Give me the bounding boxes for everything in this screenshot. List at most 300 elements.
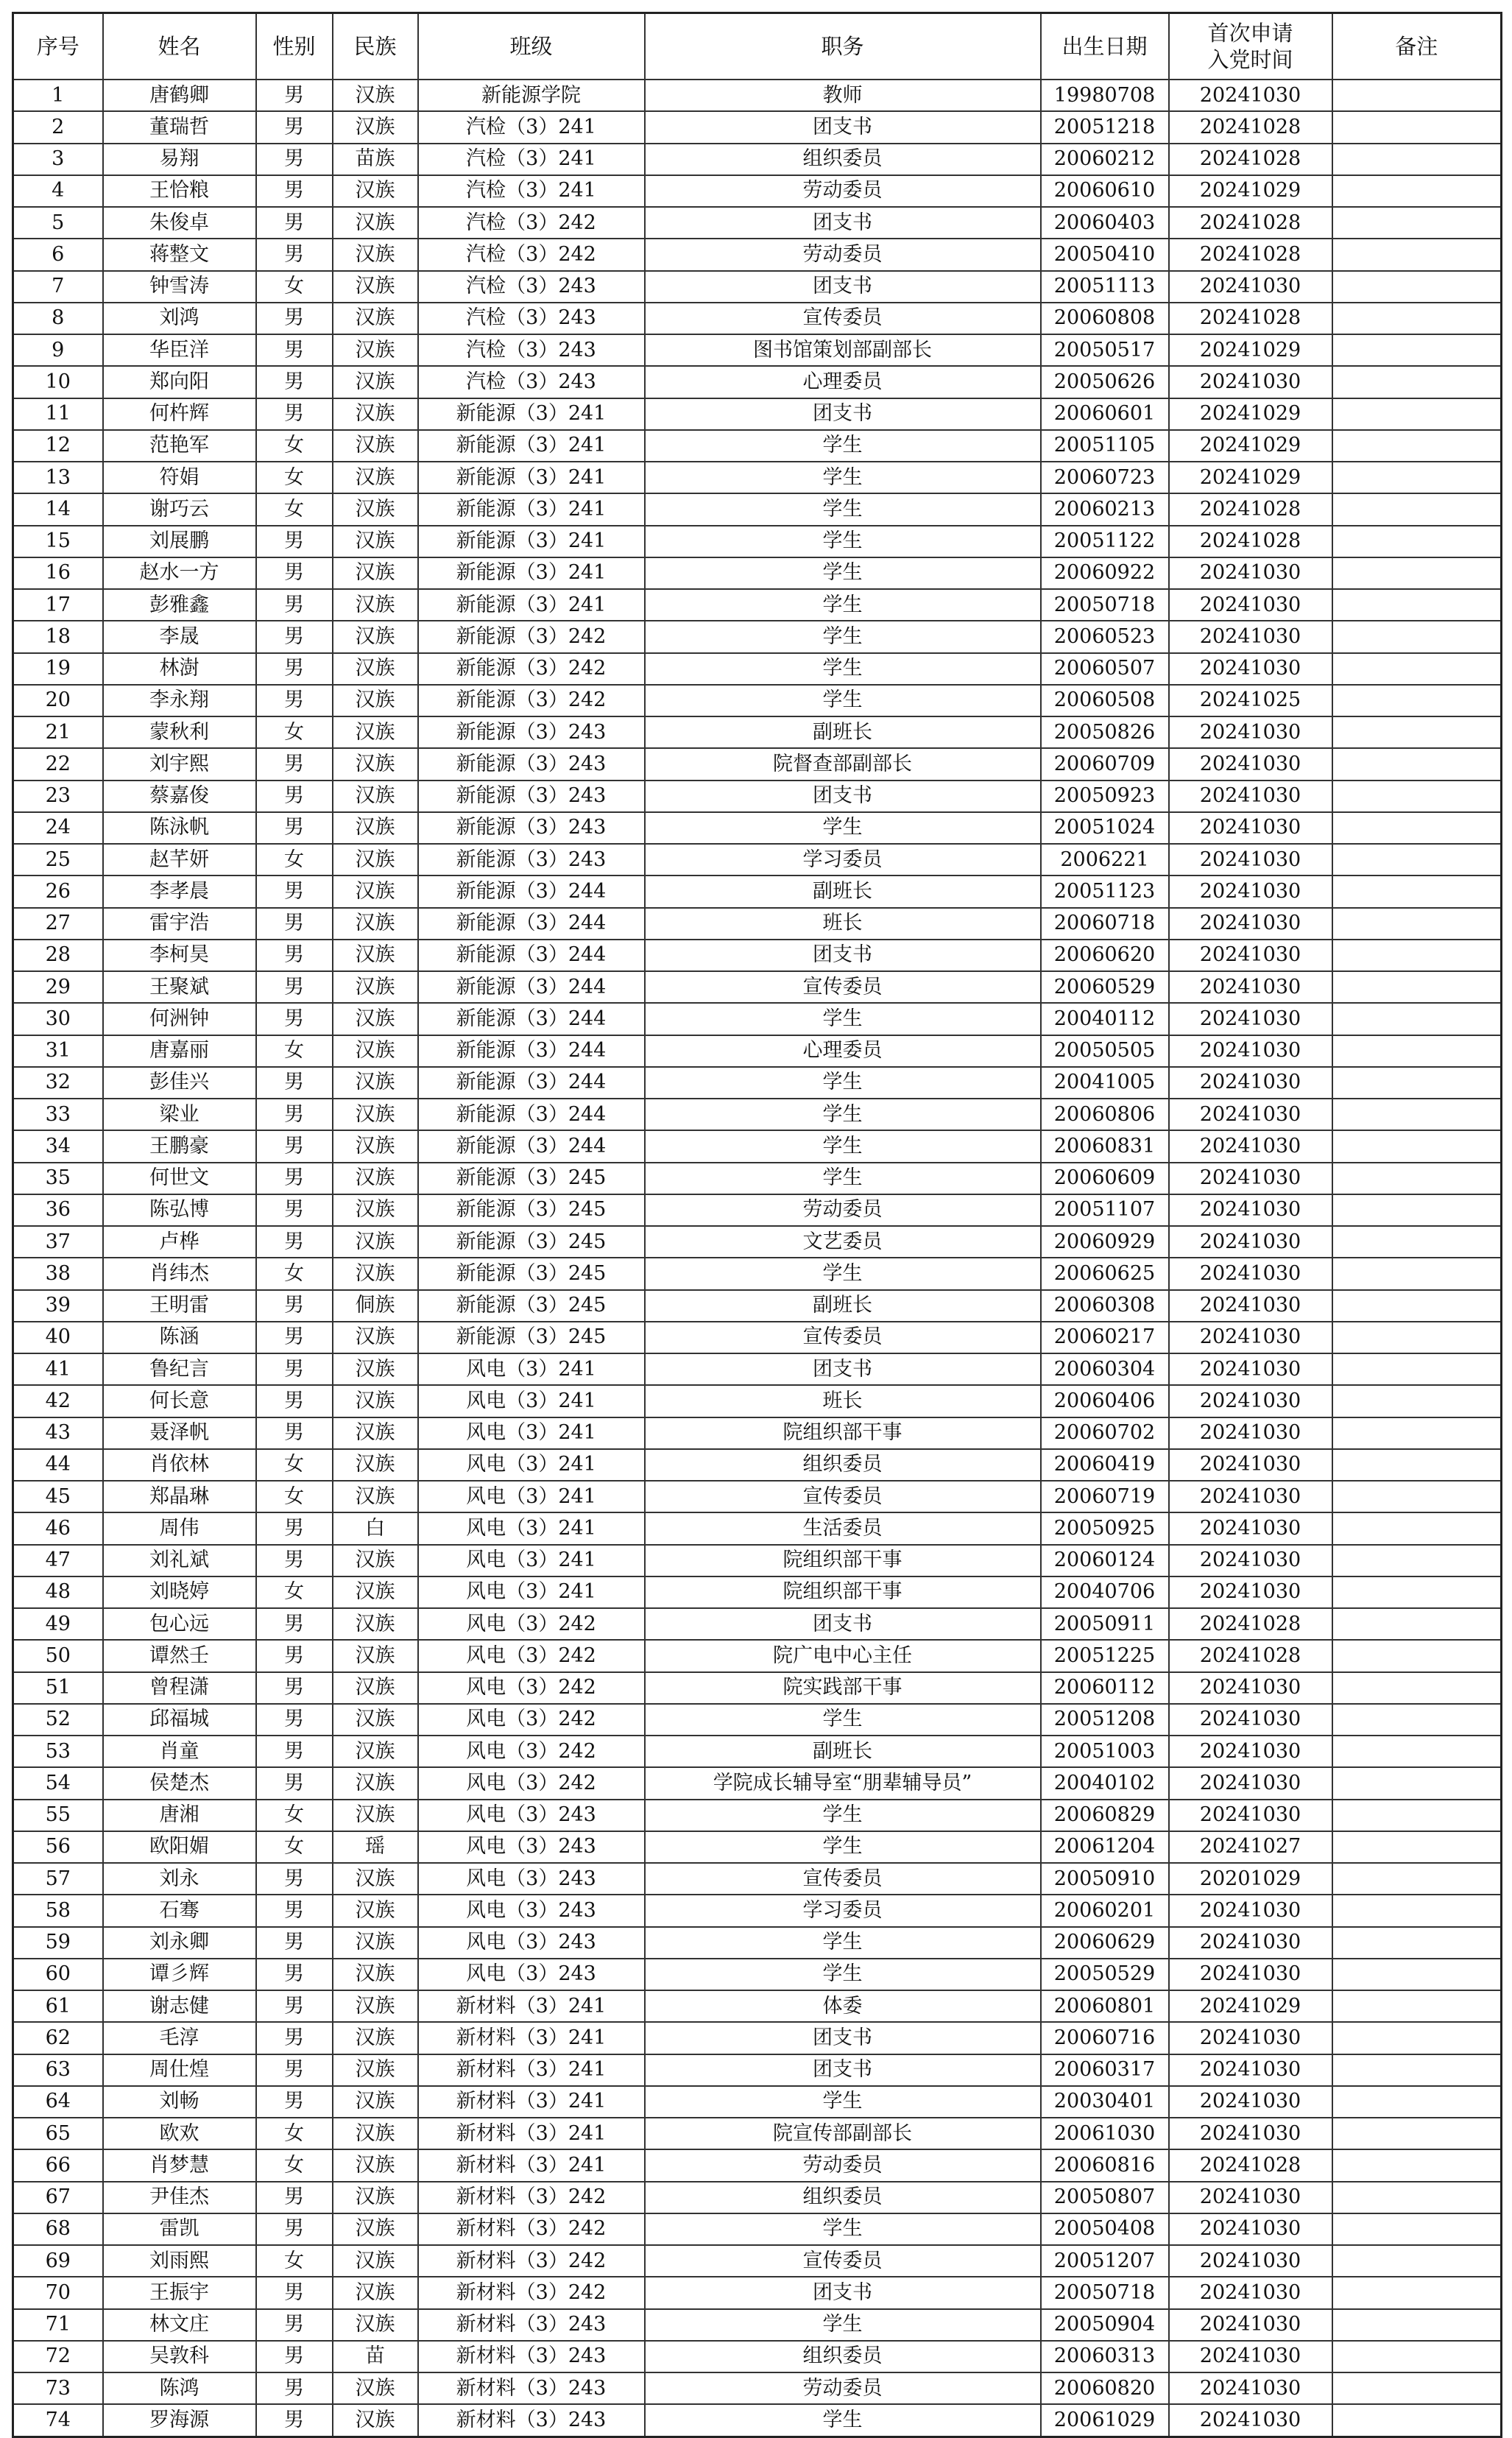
cell-birth-date: 20051003 xyxy=(1041,1736,1169,1767)
table-row xyxy=(13,2404,1502,2437)
cell-birth-date: 20051225 xyxy=(1041,1640,1169,1671)
cell-index: 33 xyxy=(13,1099,103,1130)
cell-ethnicity: 汉族 xyxy=(333,1576,418,1608)
table-row xyxy=(13,1863,1502,1895)
cell-birth-date: 20051024 xyxy=(1041,812,1169,844)
cell-index: 45 xyxy=(13,1481,103,1512)
cell-name: 聂泽帆 xyxy=(103,1417,256,1449)
cell-birth-date: 20050807 xyxy=(1041,2182,1169,2213)
cell-position: 学生 xyxy=(645,589,1041,621)
cell-class: 风电（3）243 xyxy=(418,1831,645,1863)
cell-birth-date: 20060716 xyxy=(1041,2022,1169,2054)
cell-ethnicity: 汉族 xyxy=(333,1353,418,1385)
cell-index: 61 xyxy=(13,1990,103,2022)
cell-ethnicity: 汉族 xyxy=(333,1003,418,1035)
cell-class: 新能源（3）241 xyxy=(418,493,645,525)
cell-application-date: 20241029 xyxy=(1169,398,1332,430)
cell-remarks xyxy=(1332,2372,1502,2404)
cell-ethnicity: 汉族 xyxy=(333,2245,418,2277)
cell-name: 王聚斌 xyxy=(103,971,256,1003)
cell-application-date: 20241030 xyxy=(1169,1895,1332,1926)
cell-remarks xyxy=(1332,1545,1502,1576)
cell-class: 风电（3）243 xyxy=(418,1800,645,1831)
cell-class: 风电（3）242 xyxy=(418,1608,645,1640)
cell-gender: 男 xyxy=(256,1863,333,1895)
cell-ethnicity: 汉族 xyxy=(333,175,418,207)
cell-ethnicity: 汉族 xyxy=(333,2149,418,2181)
cell-application-date: 20241028 xyxy=(1169,1608,1332,1640)
cell-gender: 男 xyxy=(256,1608,333,1640)
cell-application-date: 20241030 xyxy=(1169,1385,1332,1417)
cell-application-date: 20241030 xyxy=(1169,557,1332,589)
cell-remarks xyxy=(1332,430,1502,462)
cell-name: 钟雪涛 xyxy=(103,271,256,303)
cell-name: 郑晶琳 xyxy=(103,1481,256,1512)
cell-position: 团支书 xyxy=(645,271,1041,303)
cell-birth-date: 20060601 xyxy=(1041,398,1169,430)
cell-birth-date: 20060829 xyxy=(1041,1800,1169,1831)
cell-remarks xyxy=(1332,1003,1502,1035)
cell-class: 新材料（3）243 xyxy=(418,2309,645,2341)
cell-name: 王振宇 xyxy=(103,2277,256,2308)
cell-class: 新能源（3）244 xyxy=(418,971,645,1003)
cell-gender: 女 xyxy=(256,844,333,876)
cell-gender: 男 xyxy=(256,1003,333,1035)
cell-gender: 男 xyxy=(256,1322,333,1353)
cell-class: 新能源（3）245 xyxy=(418,1226,645,1258)
cell-name: 雷凯 xyxy=(103,2213,256,2245)
cell-gender: 男 xyxy=(256,971,333,1003)
cell-birth-date: 2006221 xyxy=(1041,844,1169,876)
cell-birth-date: 20050925 xyxy=(1041,1512,1169,1544)
cell-gender: 男 xyxy=(256,526,333,557)
cell-gender: 男 xyxy=(256,398,333,430)
cell-index: 49 xyxy=(13,1608,103,1640)
cell-name: 赵水一方 xyxy=(103,557,256,589)
cell-birth-date: 20060507 xyxy=(1041,653,1169,685)
cell-name: 侯楚杰 xyxy=(103,1767,256,1799)
cell-ethnicity: 汉族 xyxy=(333,1959,418,1990)
cell-application-date: 20241030 xyxy=(1169,271,1332,303)
cell-remarks xyxy=(1332,1512,1502,1544)
cell-position: 宣传委员 xyxy=(645,971,1041,1003)
cell-class: 新材料（3）242 xyxy=(418,2277,645,2308)
table-row xyxy=(13,2245,1502,2277)
cell-index: 65 xyxy=(13,2118,103,2149)
table-row xyxy=(13,621,1502,652)
cell-ethnicity: 瑶 xyxy=(333,1831,418,1863)
cell-position: 院组织部干事 xyxy=(645,1417,1041,1449)
cell-remarks xyxy=(1332,1895,1502,1926)
cell-remarks xyxy=(1332,526,1502,557)
cell-remarks xyxy=(1332,144,1502,175)
cell-position: 团支书 xyxy=(645,111,1041,143)
cell-gender: 男 xyxy=(256,144,333,175)
cell-index: 73 xyxy=(13,2372,103,2404)
cell-position: 学生 xyxy=(645,1163,1041,1194)
cell-name: 李永翔 xyxy=(103,685,256,716)
cell-class: 风电（3）242 xyxy=(418,1736,645,1767)
table-row xyxy=(13,876,1502,907)
cell-index: 50 xyxy=(13,1640,103,1671)
cell-application-date: 20241030 xyxy=(1169,971,1332,1003)
cell-name: 王恰粮 xyxy=(103,175,256,207)
cell-ethnicity: 汉族 xyxy=(333,716,418,748)
table-row xyxy=(13,1385,1502,1417)
cell-birth-date: 20051123 xyxy=(1041,876,1169,907)
cell-position: 学生 xyxy=(645,653,1041,685)
cell-remarks xyxy=(1332,1353,1502,1385)
table-row xyxy=(13,2372,1502,2404)
cell-birth-date: 20061029 xyxy=(1041,2404,1169,2437)
cell-name: 周伟 xyxy=(103,1512,256,1544)
cell-index: 30 xyxy=(13,1003,103,1035)
cell-name: 陈弘博 xyxy=(103,1194,256,1226)
cell-birth-date: 20060201 xyxy=(1041,1895,1169,1926)
cell-position: 宣传委员 xyxy=(645,1481,1041,1512)
cell-name: 卢桦 xyxy=(103,1226,256,1258)
cell-position: 体委 xyxy=(645,1990,1041,2022)
cell-class: 新材料（3）243 xyxy=(418,2372,645,2404)
table-row xyxy=(13,1959,1502,1990)
cell-application-date: 20241030 xyxy=(1169,844,1332,876)
cell-application-date: 20241030 xyxy=(1169,1576,1332,1608)
header-cell-gender: 性别 xyxy=(256,13,333,80)
cell-ethnicity: 汉族 xyxy=(333,621,418,652)
cell-remarks xyxy=(1332,2149,1502,2181)
cell-ethnicity: 汉族 xyxy=(333,748,418,780)
cell-position: 学生 xyxy=(645,526,1041,557)
cell-name: 邱福城 xyxy=(103,1704,256,1736)
cell-remarks xyxy=(1332,1290,1502,1322)
cell-birth-date: 20060719 xyxy=(1041,1481,1169,1512)
cell-application-date: 20241030 xyxy=(1169,1767,1332,1799)
cell-position: 副班长 xyxy=(645,1290,1041,1322)
cell-class: 新能源（3）242 xyxy=(418,653,645,685)
cell-class: 新能源（3）243 xyxy=(418,781,645,812)
cell-birth-date: 20060304 xyxy=(1041,1353,1169,1385)
cell-name: 谢志健 xyxy=(103,1990,256,2022)
cell-ethnicity: 汉族 xyxy=(333,1194,418,1226)
cell-name: 陈涵 xyxy=(103,1322,256,1353)
cell-ethnicity: 白 xyxy=(333,1512,418,1544)
cell-gender: 男 xyxy=(256,2277,333,2308)
cell-application-date: 20241028 xyxy=(1169,493,1332,525)
cell-ethnicity: 汉族 xyxy=(333,207,418,239)
table-row xyxy=(13,334,1502,366)
cell-remarks xyxy=(1332,303,1502,334)
cell-gender: 男 xyxy=(256,812,333,844)
cell-remarks xyxy=(1332,2245,1502,2277)
cell-ethnicity: 汉族 xyxy=(333,430,418,462)
cell-application-date: 20241030 xyxy=(1169,1704,1332,1736)
cell-name: 赵芊妍 xyxy=(103,844,256,876)
cell-position: 副班长 xyxy=(645,716,1041,748)
cell-application-date: 20241030 xyxy=(1169,2245,1332,2277)
cell-position: 副班长 xyxy=(645,1736,1041,1767)
cell-name: 王鹏豪 xyxy=(103,1130,256,1162)
cell-position: 组织委员 xyxy=(645,2341,1041,2372)
cell-index: 5 xyxy=(13,207,103,239)
cell-class: 新材料（3）243 xyxy=(418,2341,645,2372)
cell-index: 74 xyxy=(13,2404,103,2437)
cell-position: 学生 xyxy=(645,1067,1041,1099)
cell-application-date: 20241030 xyxy=(1169,1194,1332,1226)
cell-ethnicity: 汉族 xyxy=(333,1163,418,1194)
cell-index: 37 xyxy=(13,1226,103,1258)
table-row xyxy=(13,1831,1502,1863)
cell-application-date: 20241030 xyxy=(1169,2086,1332,2118)
table-row xyxy=(13,1545,1502,1576)
table-row xyxy=(13,111,1502,143)
cell-application-date: 20241030 xyxy=(1169,1800,1332,1831)
cell-position: 学生 xyxy=(645,430,1041,462)
cell-name: 陈鸿 xyxy=(103,2372,256,2404)
cell-gender: 男 xyxy=(256,2372,333,2404)
table-row xyxy=(13,2149,1502,2181)
cell-application-date: 20241030 xyxy=(1169,2309,1332,2341)
cell-ethnicity: 苗 xyxy=(333,2341,418,2372)
table-row xyxy=(13,908,1502,940)
cell-class: 风电（3）243 xyxy=(418,1959,645,1990)
cell-gender: 男 xyxy=(256,1417,333,1449)
cell-position: 院宣传部副部长 xyxy=(645,2118,1041,2149)
cell-remarks xyxy=(1332,2022,1502,2054)
cell-position: 学生 xyxy=(645,1927,1041,1959)
table-row xyxy=(13,1130,1502,1162)
header-cell-ethnicity: 民族 xyxy=(333,13,418,80)
cell-application-date: 20241025 xyxy=(1169,685,1332,716)
cell-gender: 男 xyxy=(256,908,333,940)
cell-ethnicity: 汉族 xyxy=(333,812,418,844)
cell-name: 肖梦慧 xyxy=(103,2149,256,2181)
cell-position: 劳动委员 xyxy=(645,239,1041,270)
table-row xyxy=(13,685,1502,716)
cell-application-date: 20241030 xyxy=(1169,1959,1332,1990)
cell-gender: 男 xyxy=(256,1099,333,1130)
cell-class: 风电（3）243 xyxy=(418,1927,645,1959)
cell-index: 40 xyxy=(13,1322,103,1353)
cell-remarks xyxy=(1332,1863,1502,1895)
cell-application-date: 20241030 xyxy=(1169,2404,1332,2437)
cell-ethnicity: 汉族 xyxy=(333,1640,418,1671)
cell-name: 刘畅 xyxy=(103,2086,256,2118)
cell-birth-date: 20060212 xyxy=(1041,144,1169,175)
cell-class: 新能源（3）242 xyxy=(418,621,645,652)
cell-position: 劳动委员 xyxy=(645,175,1041,207)
cell-index: 47 xyxy=(13,1545,103,1576)
cell-position: 生活委员 xyxy=(645,1512,1041,1544)
cell-name: 刘宇熙 xyxy=(103,748,256,780)
cell-gender: 男 xyxy=(256,1067,333,1099)
cell-application-date: 20241030 xyxy=(1169,940,1332,971)
cell-name: 华臣洋 xyxy=(103,334,256,366)
cell-gender: 男 xyxy=(256,1194,333,1226)
cell-position: 学生 xyxy=(645,2086,1041,2118)
cell-index: 22 xyxy=(13,748,103,780)
cell-application-date: 20241028 xyxy=(1169,207,1332,239)
cell-index: 41 xyxy=(13,1353,103,1385)
table-row xyxy=(13,716,1502,748)
cell-class: 新能源学院 xyxy=(418,80,645,111)
cell-position: 团支书 xyxy=(645,398,1041,430)
cell-application-date: 20241028 xyxy=(1169,239,1332,270)
cell-application-date: 20241029 xyxy=(1169,334,1332,366)
cell-position: 学生 xyxy=(645,1130,1041,1162)
cell-name: 谭然壬 xyxy=(103,1640,256,1671)
cell-position: 团支书 xyxy=(645,2022,1041,2054)
table-row xyxy=(13,1099,1502,1130)
cell-class: 风电（3）241 xyxy=(418,1512,645,1544)
cell-name: 周仕煌 xyxy=(103,2054,256,2086)
cell-remarks xyxy=(1332,1067,1502,1099)
cell-position: 学院成长辅导室“朋辈辅导员” xyxy=(645,1767,1041,1799)
cell-birth-date: 20060831 xyxy=(1041,1130,1169,1162)
table-row xyxy=(13,812,1502,844)
cell-position: 学生 xyxy=(645,812,1041,844)
table-row xyxy=(13,1226,1502,1258)
cell-class: 新材料（3）243 xyxy=(418,2404,645,2437)
cell-ethnicity: 侗族 xyxy=(333,1290,418,1322)
cell-application-date: 20241028 xyxy=(1169,303,1332,334)
cell-gender: 男 xyxy=(256,781,333,812)
cell-position: 院督查部副部长 xyxy=(645,748,1041,780)
cell-name: 谢巧云 xyxy=(103,493,256,525)
cell-index: 14 xyxy=(13,493,103,525)
cell-ethnicity: 汉族 xyxy=(333,1672,418,1704)
cell-birth-date: 20060816 xyxy=(1041,2149,1169,2181)
cell-remarks xyxy=(1332,557,1502,589)
cell-name: 李孝晨 xyxy=(103,876,256,907)
table-row xyxy=(13,1067,1502,1099)
cell-gender: 女 xyxy=(256,1576,333,1608)
cell-position: 图书馆策划部副部长 xyxy=(645,334,1041,366)
cell-remarks xyxy=(1332,207,1502,239)
cell-application-date: 20241030 xyxy=(1169,2372,1332,2404)
cell-index: 31 xyxy=(13,1035,103,1067)
table-row xyxy=(13,1003,1502,1035)
cell-birth-date: 20060308 xyxy=(1041,1290,1169,1322)
cell-position: 学生 xyxy=(645,1003,1041,1035)
cell-remarks xyxy=(1332,1767,1502,1799)
cell-remarks xyxy=(1332,1035,1502,1067)
cell-name: 唐湘 xyxy=(103,1800,256,1831)
cell-position: 学习委员 xyxy=(645,1895,1041,1926)
table-row xyxy=(13,2341,1502,2372)
cell-remarks xyxy=(1332,844,1502,876)
cell-remarks xyxy=(1332,876,1502,907)
cell-index: 63 xyxy=(13,2054,103,2086)
cell-gender: 男 xyxy=(256,1163,333,1194)
table-row xyxy=(13,1895,1502,1926)
header-cell-class: 班级 xyxy=(418,13,645,80)
cell-birth-date: 20060806 xyxy=(1041,1099,1169,1130)
cell-class: 新能源（3）244 xyxy=(418,876,645,907)
cell-remarks xyxy=(1332,1481,1502,1512)
cell-gender: 男 xyxy=(256,334,333,366)
cell-name: 尹佳杰 xyxy=(103,2182,256,2213)
table-row xyxy=(13,2213,1502,2245)
cell-position: 学生 xyxy=(645,2309,1041,2341)
cell-position: 学生 xyxy=(645,1099,1041,1130)
cell-gender: 女 xyxy=(256,1831,333,1863)
table-row xyxy=(13,1035,1502,1067)
cell-index: 59 xyxy=(13,1927,103,1959)
applicant-roster-sheet xyxy=(12,12,1500,2438)
cell-birth-date: 20050529 xyxy=(1041,1959,1169,1990)
cell-gender: 男 xyxy=(256,207,333,239)
cell-index: 8 xyxy=(13,303,103,334)
cell-birth-date: 20060702 xyxy=(1041,1417,1169,1449)
cell-class: 新能源（3）241 xyxy=(418,430,645,462)
cell-index: 70 xyxy=(13,2277,103,2308)
cell-position: 院组织部干事 xyxy=(645,1545,1041,1576)
cell-ethnicity: 汉族 xyxy=(333,1863,418,1895)
cell-remarks xyxy=(1332,398,1502,430)
cell-birth-date: 20040706 xyxy=(1041,1576,1169,1608)
table-row xyxy=(13,303,1502,334)
cell-ethnicity: 汉族 xyxy=(333,940,418,971)
cell-name: 吴敦科 xyxy=(103,2341,256,2372)
cell-class: 新能源（3）243 xyxy=(418,844,645,876)
table-row xyxy=(13,1800,1502,1831)
cell-ethnicity: 汉族 xyxy=(333,462,418,493)
table-row xyxy=(13,1449,1502,1481)
cell-gender: 男 xyxy=(256,876,333,907)
header-line-2: 入党时间 xyxy=(1207,47,1293,72)
cell-index: 44 xyxy=(13,1449,103,1481)
cell-name: 肖童 xyxy=(103,1736,256,1767)
cell-ethnicity: 汉族 xyxy=(333,1449,418,1481)
cell-birth-date: 20050718 xyxy=(1041,589,1169,621)
cell-birth-date: 20060406 xyxy=(1041,1385,1169,1417)
cell-ethnicity: 汉族 xyxy=(333,1736,418,1767)
cell-class: 新能源（3）245 xyxy=(418,1163,645,1194)
cell-remarks xyxy=(1332,271,1502,303)
cell-birth-date: 20060217 xyxy=(1041,1322,1169,1353)
cell-gender: 女 xyxy=(256,1481,333,1512)
cell-position: 团支书 xyxy=(645,1353,1041,1385)
cell-index: 15 xyxy=(13,526,103,557)
cell-position: 团支书 xyxy=(645,2054,1041,2086)
cell-index: 13 xyxy=(13,462,103,493)
cell-birth-date: 20050911 xyxy=(1041,1608,1169,1640)
table-row xyxy=(13,844,1502,876)
cell-application-date: 20241030 xyxy=(1169,1163,1332,1194)
table-row xyxy=(13,1353,1502,1385)
cell-index: 69 xyxy=(13,2245,103,2277)
table-row xyxy=(13,80,1502,111)
cell-index: 58 xyxy=(13,1895,103,1926)
cell-index: 72 xyxy=(13,2341,103,2372)
cell-index: 56 xyxy=(13,1831,103,1863)
table-row xyxy=(13,526,1502,557)
cell-remarks xyxy=(1332,2341,1502,2372)
cell-birth-date: 20060317 xyxy=(1041,2054,1169,2086)
cell-class: 新材料（3）241 xyxy=(418,2086,645,2118)
cell-application-date: 20241030 xyxy=(1169,1003,1332,1035)
cell-index: 16 xyxy=(13,557,103,589)
roster-body xyxy=(13,80,1502,2437)
table-row xyxy=(13,144,1502,175)
cell-gender: 男 xyxy=(256,2341,333,2372)
cell-remarks xyxy=(1332,1704,1502,1736)
header-cell-birth-date: 出生日期 xyxy=(1041,13,1169,80)
cell-application-date: 20241030 xyxy=(1169,876,1332,907)
cell-ethnicity: 汉族 xyxy=(333,2182,418,2213)
cell-position: 院广电中心主任 xyxy=(645,1640,1041,1671)
cell-application-date: 20241030 xyxy=(1169,1545,1332,1576)
